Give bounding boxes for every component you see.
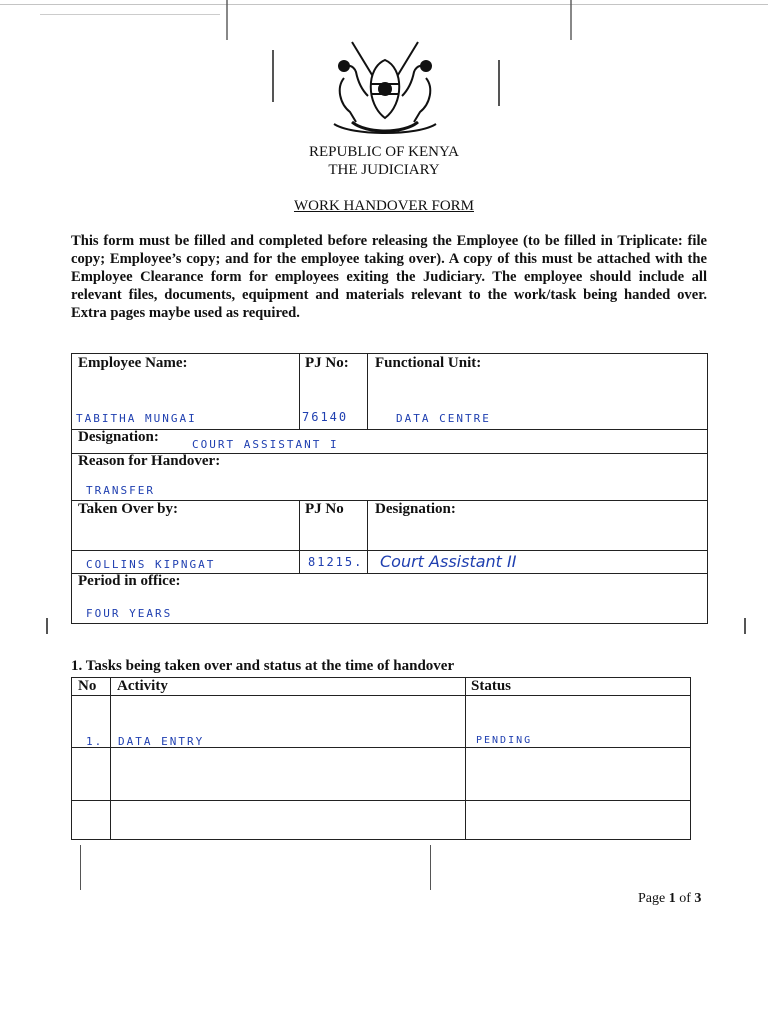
designation-value: COURT ASSISTANT I (192, 438, 339, 451)
country-title: REPUBLIC OF KENYA (308, 144, 459, 160)
taken-pj-value: 81215. (308, 555, 364, 569)
scan-artifact (46, 618, 48, 634)
kenya-coat-of-arms-icon (322, 38, 448, 143)
taken-over-label: Taken Over by: (78, 501, 179, 517)
scan-artifact (0, 4, 768, 5)
task-status: PENDING (476, 735, 533, 746)
form-title: WORK HANDOVER FORM (293, 198, 474, 214)
task-activity: DATA ENTRY (118, 735, 205, 748)
column-header-no: No (78, 678, 97, 694)
column-header-activity: Activity (117, 678, 168, 694)
employee-name-label: Employee Name: (78, 355, 188, 371)
page-total: 3 (694, 891, 702, 906)
designation-label: Designation: (78, 429, 159, 445)
intro-paragraph: This form must be filled and completed before releasing the Employee (to be filled in Triplicate: file copy; Employee’s copy; and for the employee taking over). A copy of this must be attached with the Employee Clearance form for employees exiting the Judiciary. The employee should include all relevant files, documents, equipment and materials relevant to the work/task being handed over. Extra pages maybe used as required. (71, 233, 707, 321)
task-no: 1. (86, 735, 104, 748)
scan-artifact (498, 60, 500, 106)
reason-value: TRANSFER (86, 484, 155, 497)
taken-designation-value: Court Assistant II (380, 552, 517, 571)
scan-artifact (226, 0, 228, 40)
functional-unit-value: DATA CENTRE (396, 412, 491, 425)
taken-over-value: COLLINS KIPNGAT (86, 558, 216, 571)
pj-no-label: PJ No: (305, 355, 349, 371)
employee-name-value: TABITHA MUNGAI (76, 412, 197, 425)
scan-artifact (272, 50, 274, 102)
scan-artifact (80, 845, 81, 890)
column-header-status: Status (471, 678, 512, 694)
scan-artifact (570, 0, 572, 40)
period-value: FOUR YEARS (86, 607, 173, 620)
reason-label: Reason for Handover: (78, 453, 221, 469)
period-label: Period in office: (78, 573, 181, 589)
taken-designation-label: Designation: (375, 501, 456, 517)
tasks-heading: 1. Tasks being taken over and status at the time of handover (71, 658, 455, 674)
scan-artifact (430, 845, 431, 890)
pj-no-value: 76140 (302, 410, 349, 424)
functional-unit-label: Functional Unit: (375, 355, 482, 371)
page-current: 1 (668, 891, 676, 906)
institution-title: THE JUDICIARY (328, 162, 440, 178)
page-number: Page 1 of 3 (638, 891, 702, 906)
scan-artifact (744, 618, 746, 634)
taken-pj-label: PJ No (305, 501, 344, 517)
scan-artifact (40, 14, 220, 15)
